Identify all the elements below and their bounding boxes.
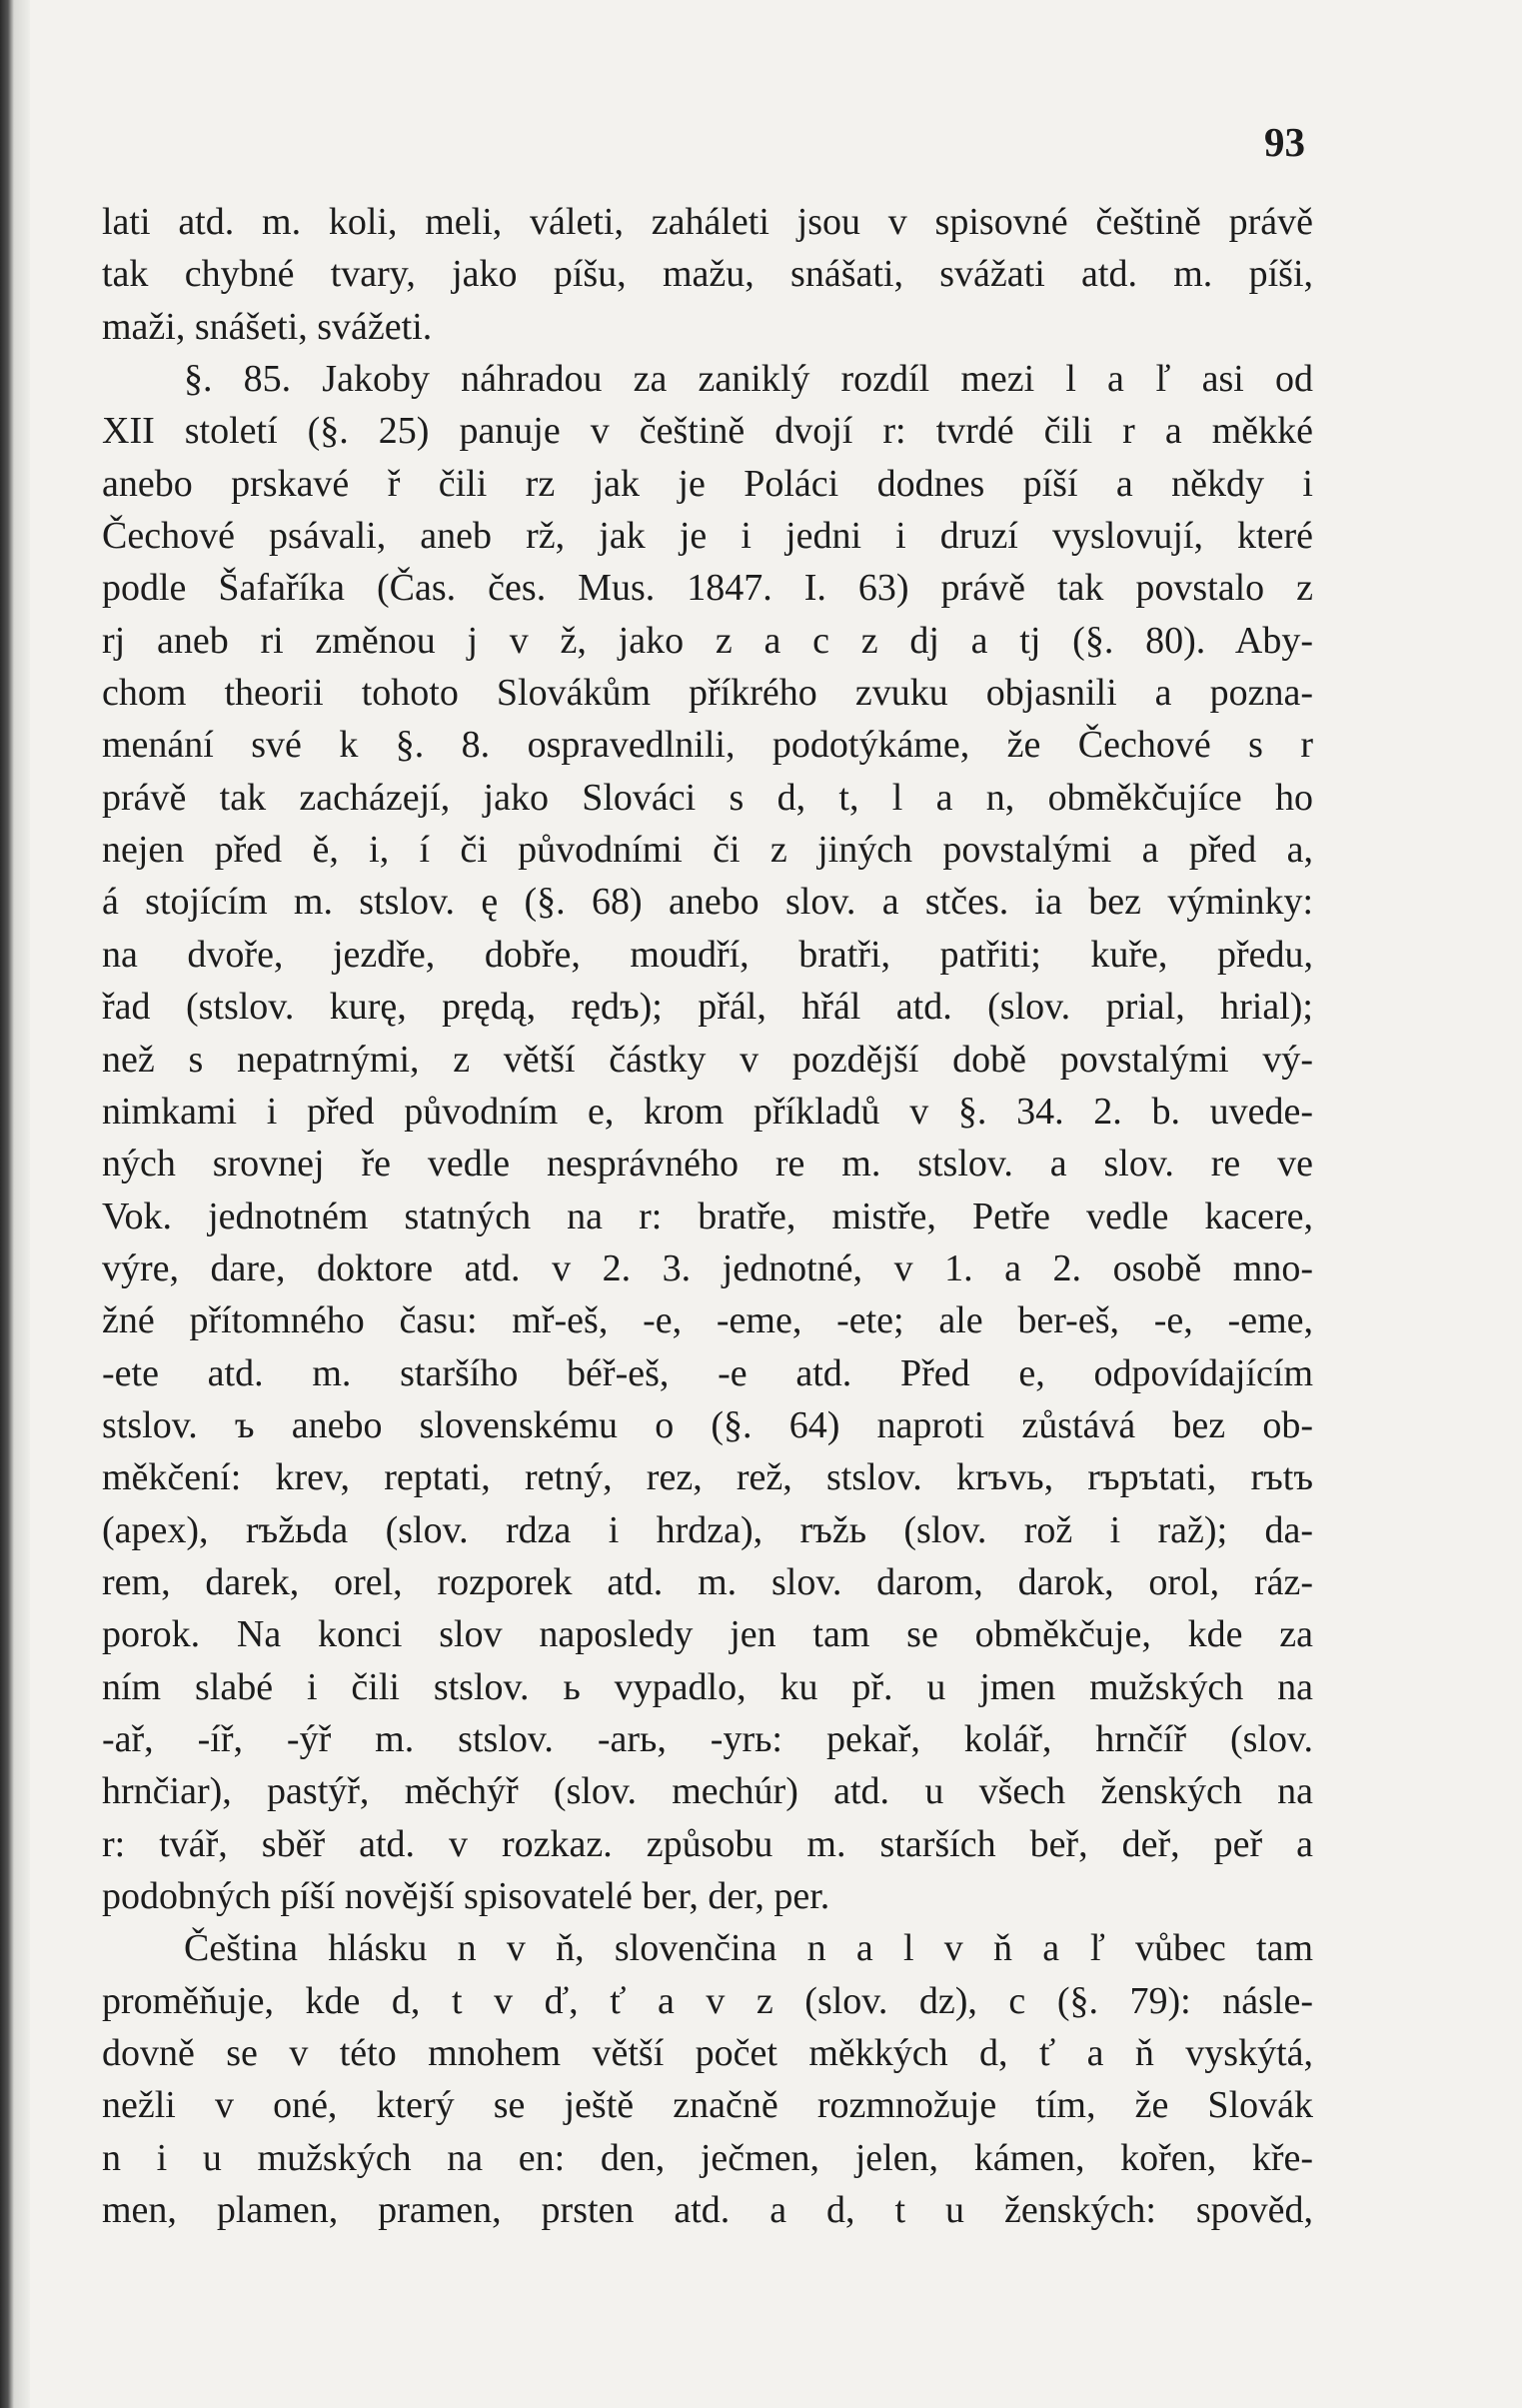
text-line: maži, snášeti, svážeti.	[102, 305, 433, 348]
text-line: podle Šafaříka (Čas. čes. Mus. 1847. I. 63) právě tak povstalo z	[102, 567, 1313, 610]
text-line: (apex), rъžьda (slov. rdza i hrdza), rъžь (slov. rož i raž); da-	[102, 1508, 1313, 1551]
text-line: porok. Na konci slov naposledy jen tam se obměkčuje, kde za	[102, 1613, 1313, 1656]
text-line: právě tak zacházejí, jako Slováci s d, t, l a n, obměkčujíce ho	[102, 776, 1313, 819]
text-line: podobných píší novější spisovatelé ber, der, per.	[102, 1875, 830, 1917]
text-line: žné přítomného času: mř-eš, -e, -eme, -ete; ale ber-eš, -e, -eme,	[102, 1299, 1313, 1342]
text-line: §. 85. Jakoby náhradou za zaniklý rozdíl mezi l a ľ asi od	[184, 358, 1313, 401]
text-line: nežli v oné, který se ještě značně rozmnožuje tím, že Slovák	[102, 2084, 1313, 2127]
text-line: rem, darek, orel, rozporek atd. m. slov. darom, darok, orol, ráz-	[102, 1560, 1313, 1603]
text-line: tak chybné tvary, jako píšu, mažu, snášati, svážati atd. m. píši,	[102, 253, 1313, 296]
text-line: -ete atd. m. staršího béř-eš, -e atd. Před e, odpovídajícím	[102, 1351, 1313, 1394]
text-line: ných srovnej ře vedle nesprávného re m. stslov. a slov. re ve	[102, 1143, 1313, 1186]
text-line: á stojícím m. stslov. ę (§. 68) anebo slov. a stčes. ia bez výminky:	[102, 881, 1313, 924]
text-line: XII století (§. 25) panuje v češtině dvojí r: tvrdé čili r a měkké	[102, 410, 1313, 453]
text-line: rj aneb ri změnou j v ž, jako z a c z dj a tj (§. 80). Aby-	[102, 619, 1313, 662]
text-line: výre, dare, doktore atd. v 2. 3. jednotné, v 1. a 2. osobě mno-	[102, 1246, 1313, 1289]
text-line: měkčení: krev, reptati, retný, rez, rež, stslov. krъvь, rъpъtati, rъtъ	[102, 1456, 1313, 1499]
text-line: men, plamen, pramen, prsten atd. a d, t u ženských: spověd,	[102, 2189, 1313, 2232]
text-line: nejen před ě, i, í či původními či z jiných povstalými a před a,	[102, 829, 1313, 872]
text-line: -ař, -íř, -ýř m. stslov. -arь, -yrь: pekař, kolář, hrnčíř (slov.	[102, 1717, 1313, 1760]
text-line: řad (stslov. kurę, prędą, rędъ); přál, hřál atd. (slov. prial, hrial);	[102, 986, 1313, 1029]
text-line: hrnčiar), pastýř, měchýř (slov. mechúr) atd. u všech ženských na	[102, 1770, 1313, 1813]
text-line: chom theorii tohoto Slovákům příkrého zvuku objasnili a pozna-	[102, 672, 1313, 715]
text-line: ním slabé i čili stslov. ь vypadlo, ku př. u jmen mužských na	[102, 1665, 1313, 1708]
body-text	[102, 196, 1313, 2236]
text-line: proměňuje, kde d, t v ď, ť a v z (slov. dz), c (§. 79): násle-	[102, 1979, 1313, 2022]
text-line: na dvoře, jezdře, dobře, moudří, bratři, patřiti; kuře, předu,	[102, 933, 1313, 976]
text-line: Vok. jednotném statných na r: bratře, mistře, Petře vedle kacere,	[102, 1195, 1313, 1237]
text-line: anebo prskavé ř čili rz jak je Poláci dodnes píší a někdy i	[102, 462, 1313, 505]
text-line: nimkami i před původním e, krom příkladů v §. 34. 2. b. uvede-	[102, 1090, 1313, 1133]
text-line: n i u mužských na en: den, ječmen, jelen, kámen, kořen, kře-	[102, 2136, 1313, 2179]
text-line: menání své k §. 8. ospravedlnili, podotýkáme, že Čechové s r	[102, 724, 1313, 767]
page-binding-edge	[0, 0, 30, 2408]
text-line: lati atd. m. koli, meli, váleti, zaháleti jsou v spisovné češtině právě	[102, 201, 1313, 243]
text-line: dovně se v této mnohem větší počet měkkých d, ť a ň vyskýtá,	[102, 2032, 1313, 2075]
text-line: stslov. ъ anebo slovenskému o (§. 64) naproti zůstává bez ob-	[102, 1403, 1313, 1446]
text-line: než s nepatrnými, z větší částky v pozdější době povstalými vý-	[102, 1038, 1313, 1081]
text-line: r: tvář, sběř atd. v rozkaz. způsobu m. starších beř, deř, peř a	[102, 1822, 1313, 1865]
text-line: Čechové psávali, aneb rž, jak je i jedni i druzí vyslovují, které	[102, 515, 1313, 558]
text-line: Čeština hlásku n v ň, slovenčina n a l v ň a ľ vůbec tam	[184, 1927, 1313, 1970]
page-number: 93	[1264, 119, 1305, 165]
